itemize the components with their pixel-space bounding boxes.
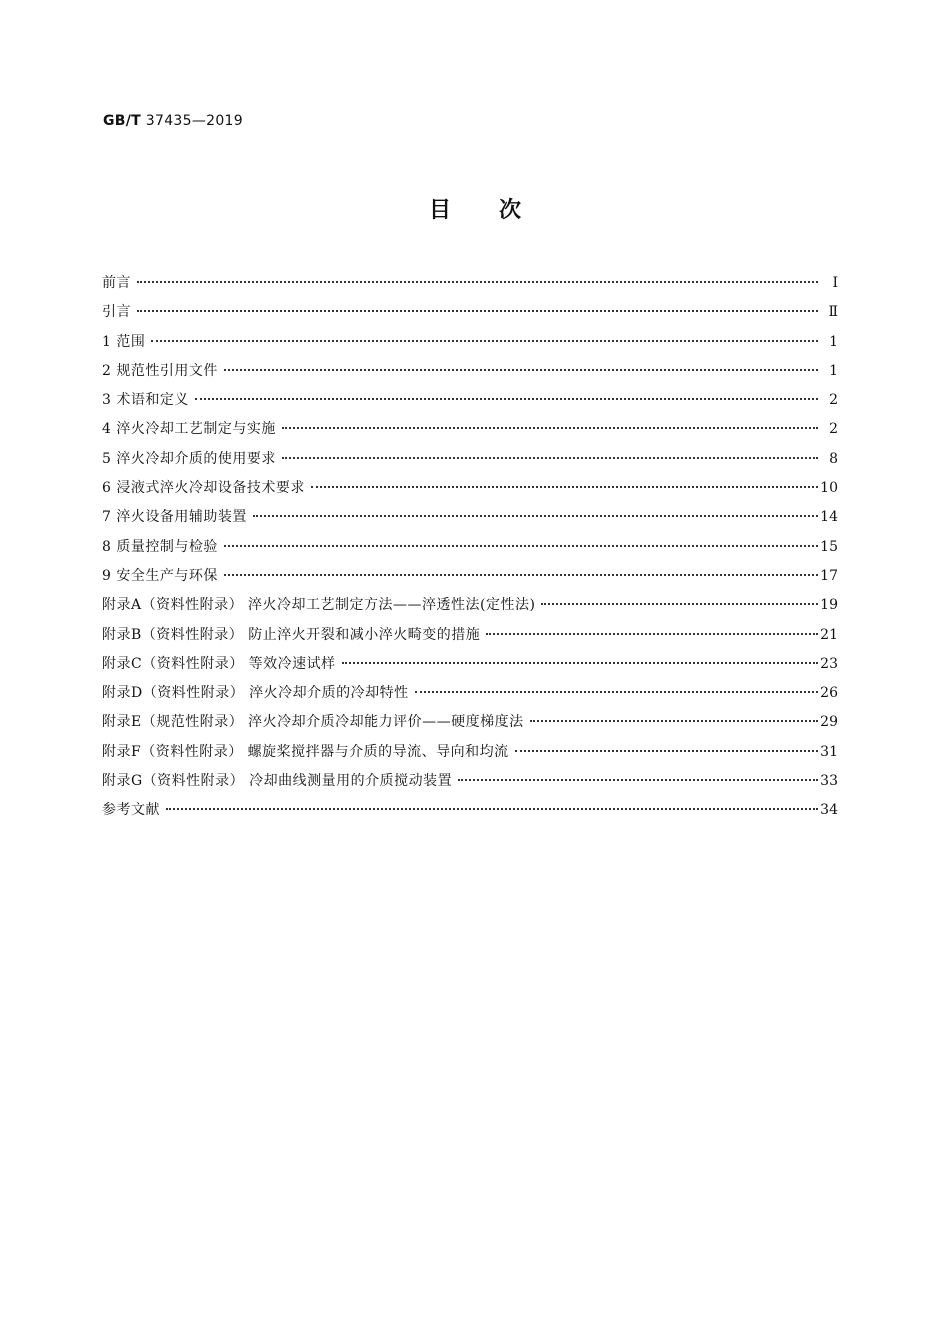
toc-entry[interactable] [102,653,838,682]
toc-entry-label: 附录G（资料性附录） 冷却曲线测量用的介质搅动装置 [102,773,453,790]
toc-entry-page: Ⅰ [832,275,838,291]
toc-dot-leader [282,427,818,429]
toc-entry-label: 附录E（规范性附录） 淬火冷却介质冷却能力评价——硬度梯度法 [102,714,524,731]
toc-entry-page: 34 [820,802,838,819]
toc-dot-leader [458,779,818,781]
standard-code-prefix: GB/T [103,113,142,129]
toc-entry-label: 前言 [102,275,131,291]
toc-entry[interactable] [102,682,838,711]
toc-dot-leader [195,398,818,400]
toc-dot-leader [282,457,818,459]
toc-entry[interactable] [102,301,838,330]
toc-entry[interactable] [102,711,838,740]
toc-dot-leader [311,486,818,488]
toc-entry-label: 2 规范性引用文件 [102,362,218,379]
toc-entry[interactable] [102,799,838,828]
toc-dot-leader [137,310,818,312]
toc-dot-leader [415,691,818,693]
toc-entry[interactable] [102,770,838,799]
toc-entry-label: 7 淬火设备用辅助装置 [102,509,247,526]
toc-entry-page: 29 [820,714,838,731]
page-title: 目次 [428,198,569,223]
toc-entry-label: 1 范围 [102,333,146,350]
toc-dot-leader [224,545,818,547]
toc-dot-leader [515,750,818,752]
toc-entry-label: 附录A（资料性附录） 淬火冷却工艺制定方法——淬透性法(定性法) [102,597,536,614]
table-of-contents [102,272,838,829]
toc-entry[interactable] [102,389,838,418]
toc-entry-page: 1 [829,362,838,379]
toc-dot-leader [151,340,818,342]
toc-entry-page: Ⅱ [828,304,838,321]
standard-code [103,113,243,129]
toc-entry-page: 2 [829,392,838,409]
toc-dot-leader [137,281,818,283]
toc-dot-leader [541,603,818,605]
toc-entry-page: 2 [829,421,838,438]
toc-entry[interactable] [102,360,838,389]
toc-entry-label: 9 安全生产与环保 [102,567,218,584]
toc-entry[interactable] [102,594,838,623]
toc-entry[interactable] [102,477,838,506]
toc-dot-leader [166,808,818,810]
toc-entry[interactable] [102,448,838,477]
toc-dot-leader [253,515,818,517]
toc-dot-leader [342,662,818,664]
toc-entry-label: 附录F（资料性附录） 螺旋桨搅拌器与介质的导流、导向和均流 [102,743,509,760]
toc-entry[interactable] [102,565,838,594]
toc-entry-page: 33 [820,773,838,790]
toc-entry-page: 23 [820,655,838,672]
toc-entry-label: 8 质量控制与检验 [102,538,218,555]
toc-entry[interactable] [102,536,838,565]
toc-dot-leader [224,574,818,576]
toc-entry-page: 31 [820,743,838,760]
toc-entry-label: 参考文献 [102,802,160,819]
standard-code-number: 37435—2019 [145,113,243,129]
toc-entry-page: 10 [820,480,838,497]
toc-dot-leader [224,369,818,371]
toc-entry-page: 15 [820,538,838,555]
toc-entry-page: 19 [820,597,838,614]
toc-entry-label: 附录D（资料性附录） 淬火冷却介质的冷却特性 [102,685,409,702]
toc-entry-page: 21 [820,626,838,643]
toc-entry-page: 1 [829,333,838,350]
toc-entry-label: 附录B（资料性附录） 防止淬火开裂和减小淬火畸变的措施 [102,626,481,643]
toc-entry-page: 26 [820,685,838,702]
toc-entry-label: 4 淬火冷却工艺制定与实施 [102,421,276,438]
toc-entry-label: 5 淬火冷却介质的使用要求 [102,450,276,467]
toc-entry-page: 8 [829,450,838,467]
toc-entry[interactable] [102,506,838,535]
toc-entry[interactable] [102,272,838,301]
toc-entry[interactable] [102,624,838,653]
toc-entry[interactable] [102,418,838,447]
toc-entry-page: 14 [820,509,838,526]
toc-entry-label: 引言 [102,304,131,321]
toc-entry-page: 17 [820,567,838,584]
toc-dot-leader [486,633,818,635]
toc-dot-leader [530,720,818,722]
toc-entry[interactable] [102,741,838,770]
toc-entry-label: 3 术语和定义 [102,392,189,409]
toc-entry-label: 附录C（资料性附录） 等效冷速试样 [102,655,336,672]
toc-entry-label: 6 浸液式淬火冷却设备技术要求 [102,480,305,497]
toc-entry[interactable] [102,331,838,360]
